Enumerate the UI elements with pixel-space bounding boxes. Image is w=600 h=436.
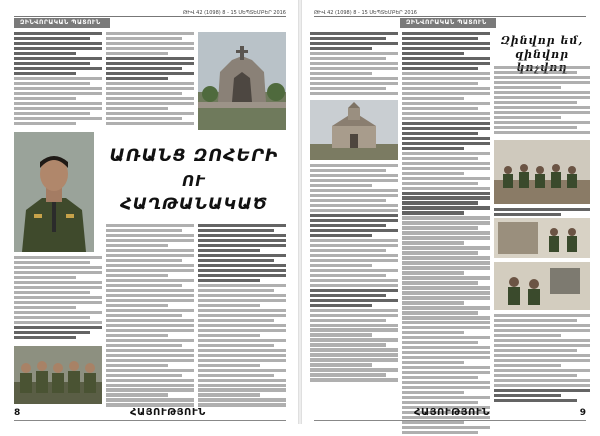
meeting-photo-2 bbox=[494, 218, 590, 258]
soldier-portrait-photo bbox=[14, 132, 94, 252]
right-body-col-1 bbox=[310, 32, 398, 97]
left-body-col-1 bbox=[14, 256, 102, 341]
left-intro-text-2 bbox=[106, 32, 194, 127]
church-photo bbox=[310, 100, 398, 160]
left-page bbox=[4, 0, 296, 424]
meeting-photo-3 bbox=[494, 262, 590, 310]
left-headline-1: ԱՌԱՆՑ ԶՈՀԵՐԻ bbox=[109, 146, 279, 166]
right-headline-2: զինվոր bbox=[514, 48, 570, 61]
left-logo: ՀԱՅՈՒԹՅՈՒՆ bbox=[130, 407, 206, 418]
left-footer-rule bbox=[14, 420, 286, 421]
soldiers-group-photo bbox=[14, 346, 102, 404]
right-body-col-3 bbox=[494, 66, 590, 136]
left-body-col-2 bbox=[106, 224, 194, 408]
right-headline-1: Զինվոր եմ, bbox=[500, 34, 584, 47]
left-body-col-3 bbox=[198, 224, 286, 408]
left-page-number: 8 bbox=[14, 408, 21, 418]
right-rubric: ԶԻՆՎՈՐԱԿԱՆ ՊԱՏՈՒՆ bbox=[400, 18, 496, 28]
left-headline-2: ՈՒ bbox=[182, 172, 206, 190]
right-caption-1 bbox=[494, 208, 590, 218]
page-gutter bbox=[298, 0, 302, 424]
right-header-line: ԹԻՎ 42 (1098) 8 - 15 ՍԵՊՏԵՄԲԵՐ 2016 bbox=[314, 10, 586, 17]
left-headline-3: ՀԱՂԹԱՆԱԿԱԾ bbox=[120, 194, 268, 213]
right-page-number: 9 bbox=[579, 408, 586, 418]
right-footer-rule bbox=[314, 420, 586, 421]
right-body-col-1b bbox=[310, 164, 398, 383]
right-body-col-2 bbox=[402, 32, 490, 436]
right-body-col-3b bbox=[494, 314, 590, 404]
left-intro-text bbox=[14, 32, 102, 127]
monument-photo bbox=[198, 32, 286, 130]
meeting-photo-1 bbox=[494, 140, 590, 204]
left-rubric: ԶԻՆՎՈՐԱԿԱՆ ՊԱՏՈՒՆ bbox=[14, 18, 110, 28]
right-logo: ՀԱՅՈՒԹՅՈՒՆ bbox=[414, 407, 490, 418]
left-header-line: ԹԻՎ 42 (1098) 8 - 15 ՍԵՊՏԵՄԲԵՐ 2016 bbox=[14, 10, 286, 17]
right-page bbox=[304, 0, 596, 424]
